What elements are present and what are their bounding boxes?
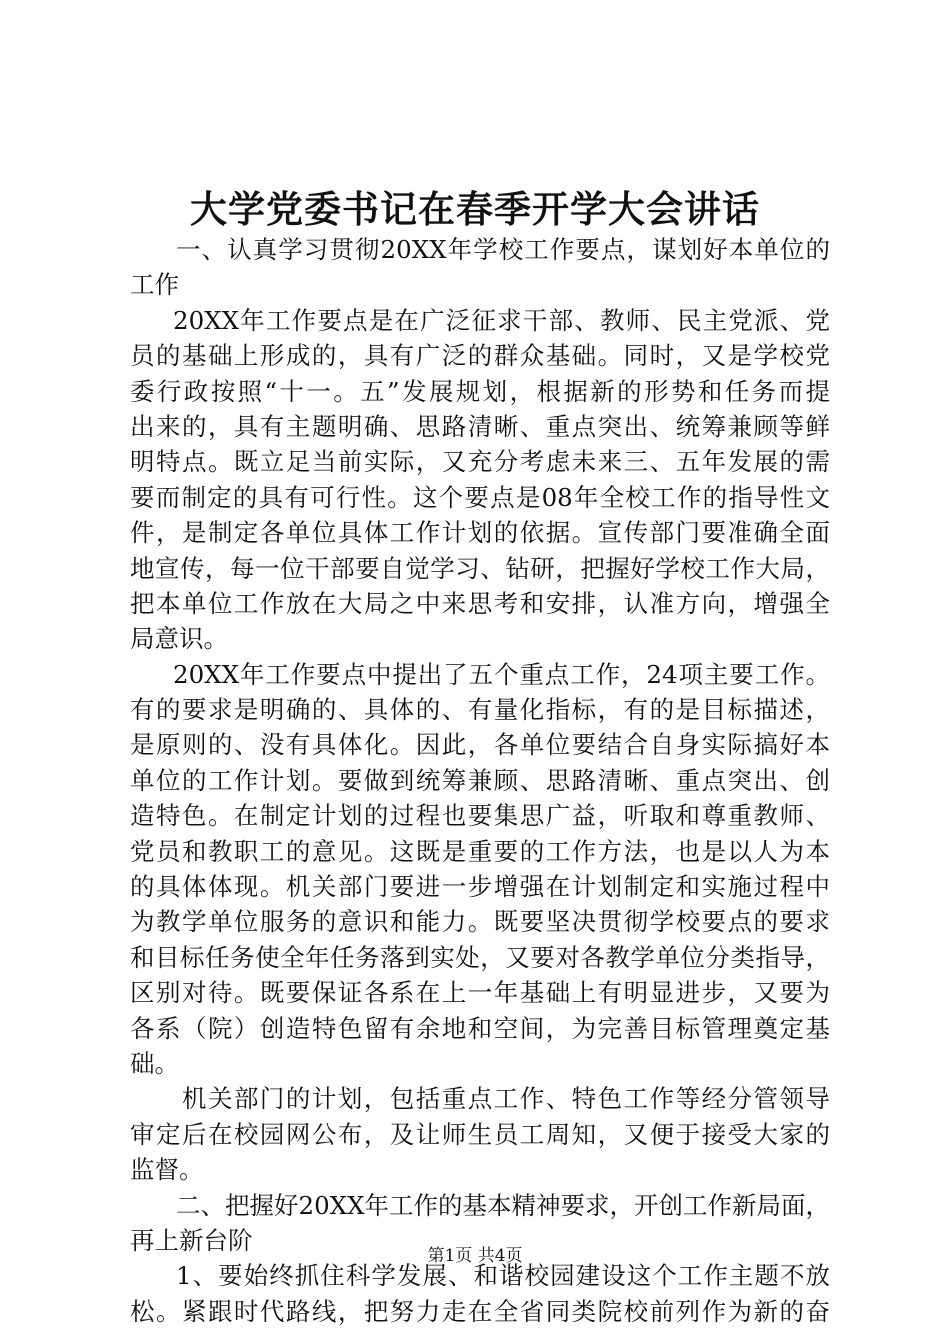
text-line: 各系（院）创造特色留有余地和空间，为完善目标管理奠定基 <box>130 1013 830 1043</box>
text-line: 局意识。 <box>130 624 228 654</box>
text-line: 党员和教职工的意见。这既是重要的工作方法，也是以人为本 <box>130 836 830 866</box>
text-line: 和目标任务使全年任务落到实处，又要对各教学单位分类指导， <box>130 942 830 972</box>
text-line: 区别对待。既要保证各系在上一年基础上有明显进步，又要为 <box>130 978 830 1008</box>
text-line: 是原则的、没有具体化。因此，各单位要结合自身实际搞好本 <box>130 730 830 760</box>
page-footer: 第1页 共4页 <box>427 1246 523 1266</box>
text-line: 1、要始终抓住科学发展、和谐校园建设这个工作主题不放 <box>176 1261 830 1291</box>
text-line: 要而制定的具有可行性。这个要点是08年全校工作的指导性文 <box>130 482 830 512</box>
text-line: 员的基础上形成的，具有广泛的群众基础。同时，又是学校党 <box>130 341 830 371</box>
text-line: 地宣传，每一位干部要自觉学习、钻研，把握好学校工作大局， <box>130 553 830 583</box>
text-line: 委行政按照“十一。五”发展规划，根据新的形势和任务而提 <box>130 376 830 406</box>
text-line: 出来的，具有主题明确、思路清晰、重点突出、统筹兼顾等鲜 <box>130 411 830 441</box>
text-line: 二、把握好20XX年工作的基本精神要求，开创工作新局面， <box>176 1190 831 1220</box>
document-body <box>130 232 830 1329</box>
text-line: 有的要求是明确的、具体的、有量化指标，有的是目标描述， <box>130 695 830 725</box>
text-line: 审定后在校园网公布，及让师生员工周知，又便于接受大家的 <box>130 1119 830 1149</box>
text-line: 20XX年工作要点是在广泛征求干部、教师、民主党派、党 <box>173 305 830 335</box>
text-line: 件，是制定各单位具体工作计划的依据。宣传部门要准确全面 <box>130 518 830 548</box>
text-line: 础。 <box>130 1048 179 1078</box>
text-line: 一、认真学习贯彻20XX年学校工作要点，谋划好本单位的 <box>176 235 830 264</box>
text-line: 松。紧跟时代路线，把努力走在全省同类院校前列作为新的奋 <box>130 1296 830 1326</box>
text-line: 为教学单位服务的意识和能力。既要坚决贯彻学校要点的要求 <box>130 907 830 937</box>
text-line: 的具体体现。机关部门要进一步增强在计划制定和实施过程中 <box>130 872 830 902</box>
text-line: 单位的工作计划。要做到统筹兼顾、思路清晰、重点突出、创 <box>130 765 830 795</box>
text-line: 把本单位工作放在大局之中来思考和安排，认准方向，增强全 <box>130 588 830 618</box>
document-title: 大学党委书记在春季开学大会讲话 <box>190 187 760 231</box>
text-line: 造特色。在制定计划的过程也要集思广益，听取和尊重教师、 <box>130 801 830 831</box>
text-line: 再上新台阶 <box>130 1225 253 1255</box>
text-line: 监督。 <box>130 1155 204 1185</box>
text-line: 工作 <box>130 270 179 300</box>
text-line: 机关部门的计划，包括重点工作、特色工作等经分管领导 <box>182 1084 830 1114</box>
text-line: 明特点。既立足当前实际，又充分考虑未来三、五年发展的需 <box>130 447 830 477</box>
text-line: 20XX年工作要点中提出了五个重点工作，24项主要工作。 <box>173 659 830 689</box>
